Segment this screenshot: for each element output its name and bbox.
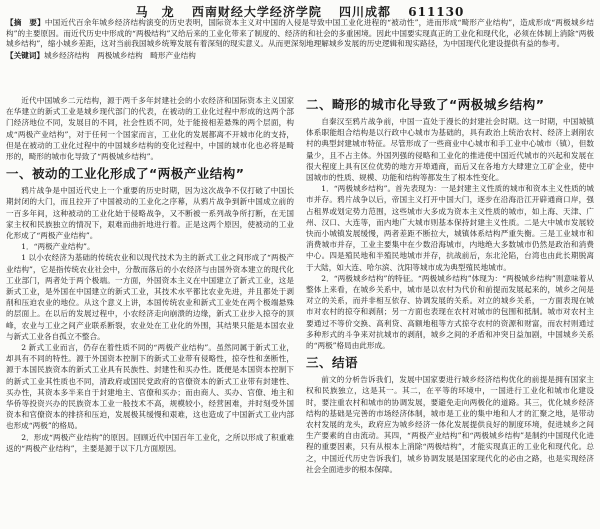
section3-paragraph-1: 前文的分析告诉我们，发展中国家要进行城乡经济结构优化的前提是拥有国家主权和民族独立，这是其一。其二，在平等的环境中，一国进行工业化和城市化建设时，要注重农村和城市的协调发展，要避免走向两极化的道路。其三，优化城乡经济结构的基础是完善的市场经济体制，城市是工业的集中地和人才的汇聚之地，是带动农村发展的龙头，政府应为城乡经济一体化发展提供良好的制度环境，促进城乡之间生产要素的自由流动。其四，“两极产业结构”和“两极城乡结构”是制约中国现代化进程的重要因素，只有从根本上消除“两极结构”，才能实现真正的工业化和现代化。总之，中国近代历史告诉我们，城乡协调发展是国家现代化的必由之路，也是实现经济社会全面进步的根本保障。	[306, 375, 594, 474]
keywords-text: 城乡经济结构 两极城乡结构 畸形产业结构	[43, 50, 196, 60]
abstract-label: 【摘 要】	[6, 18, 45, 27]
author-affiliation: 西南财经大学经济学院	[191, 5, 322, 19]
author-name: 马 龙	[135, 5, 175, 19]
section1-paragraph-3: 2 新式工业而言，仍存在着性质不同的“两极产业结构”。虽然同属于新式工业，却具有不同的特性。源于外国资本控制下的新式工业带有侵略性，掠夺性和垄断性，源于本国民族资本的新式工业具有民族性、封建性和买办性。既便是本国资本控制下的新式工业其性质也不同，清政府或国民党政府的官僚资本的新式工业带有封建性、买办性，其资本多半来自于封建地主、官僚和买办；而由商人、买办、官僚、地主和华侨等投资兴办的民族资本工业一般技术不高，规模较小，经营困难，并时刻受外国资本和官僚资本的排挤和压迫，发展极其缓慢和艰难，这也造成了中国新式工业内部也形成“两极”的格局。	[6, 343, 294, 431]
section2-paragraph-3: 2．“两极城乡结构”的特征。“两极城乡结构”体现为：“两极城乡结构”则意味着从整体上来看，在城乡关系中，城市是以农村为代价和前提而发展起来的，城乡之间是对立的关系，而并非相互依存、协调发展的关系。对立的城乡关系，一方面表现在城市对农村的掠夺和剥削；另一方面也表现在农村对城市的包围和抵制。城市对农村主要通过不等价交换、高利贷、高额地租等方式掠夺农村的资源和财富，而农村则通过多种形式的斗争来对抗城市的剥削，城乡之间的矛盾和冲突日益加剧，中国城乡关系的“两极”格局由此形成。	[306, 273, 594, 351]
postal-code: 611130	[408, 5, 465, 19]
section2-paragraph-2: 1．“两极城乡结构”。首先表现为：一是封建主义性质的城市和资本主义性质的城市并存。鸦片战争以后，帝国主义打开中国大门，逐步在沿海沿江开辟通商口岸，强占租界或划定势力范围，这些城市大多成为资本主义性质的城市，如上海、天津、广州、汉口、大连等，而内地广大城市则基本保持封建主义性质。二是大中城市发展较快而小城镇发展缓慢，两者差距不断拉大，城镇体系结构严重失衡。三是工业城市和消费城市并存，工业主要集中在少数沿海城市，内地绝大多数城市仍然是政治和消费中心。四是殖民地和半殖民地城市并存，抗战前后，东北沦陷，台湾也由此长期脱离于大陆，如大连、哈尔滨、沈阳等城市成为典型殖民地城市。	[306, 184, 594, 272]
abstract-text: 中国近代百余年城乡经济结构演变的历史表明，国际资本主义对中国的入侵是导致中国工业化进程的“被动性”，进而形成“畸形产业结构”，造成形成“两极城乡结构”的主要原因。而近代历史中形成的“两极结构”又给后来的工业化带来了制度的、经济的和社会的多重困境。因此中国要实现真正的工业化和现代化，必须在体制上消除“两极城乡结构”，缩小城乡差距，这对当前我国城乡统筹发展有着深刻的现实意义。从而更深刻地理解城乡发展的历史逻辑和现实路径，为中国现代化建设提供有益的参考。	[6, 18, 595, 49]
right-column	[306, 95, 594, 527]
section-heading-3: 三、结语	[306, 355, 359, 371]
keywords-label: 【关键词】	[6, 50, 44, 60]
section1-paragraph-2: 1 以小农经济为基础的传统农业和以现代技术为主的新式工业之间形成了“两极产业结构”，它是指传统农业社会中，分散而落后的小农经济与由国外资本建立的现代化工业部门，两者处于两个极端。一方面，外国资本主义在中国建立了新式工业，这是新式工业，是外国在中国建立的新式工业，其技术水平都比农业先进，并且都处于剥削和压迫农业的地位。从这个意义上讲，本国传统农业和新式工业处在两个极端悬殊的层面上。在以后的发展过程中，小农经济走向崩溃的边缘，新式工业步入掠夺的顶峰，农业与工业之间产业联系断裂，农业处在工业化的外围，其结果只能是本国农业与新式工业各自孤立不整合。	[6, 253, 294, 341]
abstract-paragraph	[6, 18, 594, 50]
section-heading-2: 二、畸形的城市化导致了“两极城乡结构”	[306, 97, 545, 112]
section1-paragraph-4: 2．形成“两极产业结构”的原因。回顾近代中国百年工业化，之所以形成了积重难返的“两极产业结构”，主要是源于以下几方面原因。	[6, 432, 294, 453]
abstract-section	[6, 18, 594, 61]
section1-subheading-1: 1．“两极产业结构”。	[21, 242, 95, 252]
left-column	[6, 95, 294, 527]
section-heading-1: 一、被动的工业化形成了“两极产业结构”	[6, 166, 245, 182]
intro-paragraph: 近代中国城乡二元结构，源于两千多年封建社会的小农经济和国际资本主义国家在华建立的新式工业是城乡现代部门的代表，在被动的工业化过程中形成的这两个部门经济地位不同，发展目的不同，社会性质不同，处于能接相差悬殊的两个层面，构成“两极产业结构”，对于任何一个国家而言，工业化的发展都离不开城市化的支持，但是在被动的工业化过程中的中国城乡结构的变化过程中，中国的城市化也必将是畸形的，畸形的城市化导致了“两极城乡结构”。	[6, 96, 294, 162]
keywords-paragraph	[6, 51, 594, 62]
section2-paragraph-1: 自秦汉至鸦片战争前，中国一直处于漫长的封建社会时期。这一时期，中国城镇体系职能组合结构是以行政中心城市为基础的，具有政治上统治农村、经济上剥削农村的典型封建城市特征。尽管形成了一些商业中心城市和手工业中心城市（镇），但数量少，且不占主体。外国列强的侵略和工业化的推进使中国近代城市的兴起和发展在很大程度上具有区位优势的地方开埠通商，而后又在各地方大肆建立工矿企业，使中国城市的性质、规模、功能和结构等都发生了根本性变化。	[306, 117, 594, 183]
author-location: 四川成都	[339, 5, 392, 19]
section1-paragraph-1: 鸦片战争是中国近代史上一个重要的历史时期，因为这次战争不仅打破了中国长期封闭的大门，而且拉开了中国被动的工业化之序幕，从鸦片战争到新中国成立前的一百多年间，这种被动的工业化始于侵略战争，又不断被一系列战争所打断，在无国家主权和民族独立的情况下，艰难而曲折地进行着。正是这两个原因，使被动的工业化形成了“两极产业结构”。	[6, 186, 294, 241]
